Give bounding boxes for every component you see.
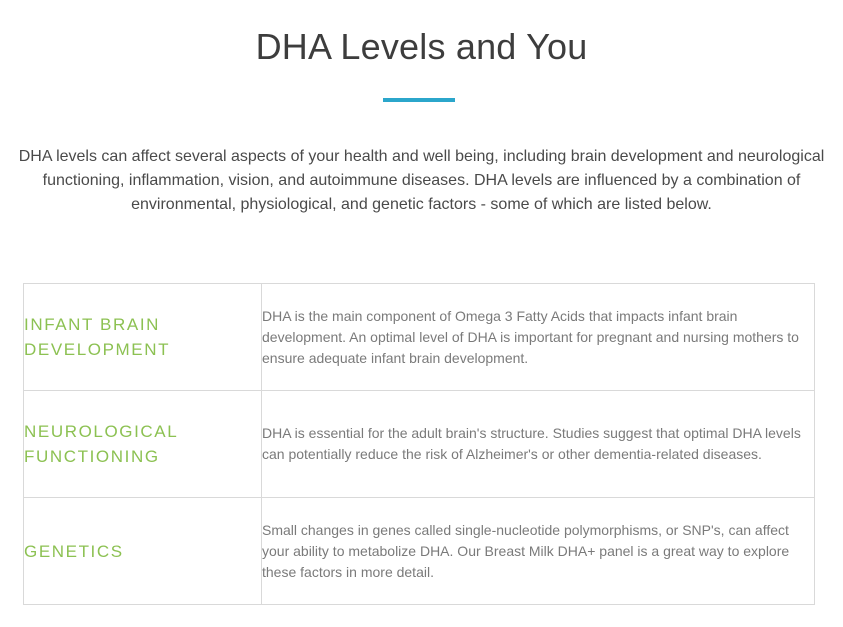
table-row	[24, 391, 815, 498]
factor-name: INFANT BRAIN DEVELOPMENT	[24, 284, 262, 391]
table-row	[24, 284, 815, 391]
factor-name: NEUROLOGICAL FUNCTIONING	[24, 391, 262, 498]
intro-paragraph: DHA levels can affect several aspects of your health and well being, including brain development and neurological functioning, inflammation, vision, and autoimmune diseases. DHA levels are influenced by a combination of environmental, physiological, and genetic factors - some of which are listed below.	[18, 148, 825, 213]
table-row	[24, 498, 815, 605]
factor-description: DHA is essential for the adult brain's structure. Studies suggest that optimal DHA levels can potentially reduce the risk of Alzheimer's or other dementia-related diseases.	[262, 391, 815, 498]
page-title: DHA Levels and You	[255, 26, 588, 67]
factor-description: Small changes in genes called single-nucleotide polymorphisms, or SNP's, can affect your ability to metabolize DHA. Our Breast Milk DHA+ panel is a great way to explore these factors in more detail.	[262, 498, 815, 605]
factor-description: DHA is the main component of Omega 3 Fatty Acids that impacts infant brain development. An optimal level of DHA is important for pregnant and nursing mothers to ensure adequate infant brain development.	[262, 284, 815, 391]
title-underline	[383, 98, 455, 102]
factor-name: GENETICS	[24, 498, 262, 605]
factors-table	[23, 283, 815, 605]
